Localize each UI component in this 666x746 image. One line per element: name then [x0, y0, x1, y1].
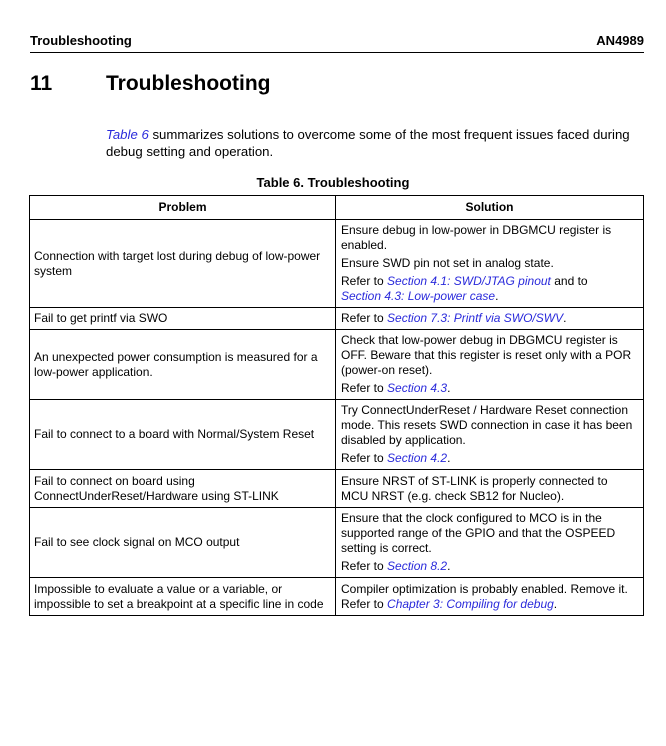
section-link[interactable]: Chapter 3: Compiling for debug — [387, 596, 554, 611]
section-title: Troubleshooting — [106, 72, 271, 95]
solution-line: Ensure that the clock configured to MCO is in the supported range of the GPIO and that the OSPEED setting is correct. — [341, 511, 616, 555]
solution-cell — [336, 470, 644, 508]
problem-cell: Fail to get printf via SWO — [30, 308, 336, 330]
solution-ref — [341, 597, 638, 612]
section-link[interactable]: Section 4.1: SWD/JTAG pinout — [387, 274, 551, 288]
problem-cell: An unexpected power consumption is measured for a low-power application. — [30, 330, 336, 400]
table-row — [30, 470, 644, 508]
ref-prefix: Refer to — [341, 596, 388, 611]
ref-suffix: . — [553, 596, 558, 611]
problem-cell: Fail to connect on board using ConnectUnderReset/Hardware using ST-LINK — [30, 470, 336, 508]
solution-cell — [336, 220, 644, 308]
problem-cell: Impossible to evaluate a value or a variable, or impossible to set a breakpoint at a specific line in code — [30, 578, 336, 616]
solution-ref — [341, 274, 638, 304]
intro-paragraph — [106, 126, 646, 160]
header-problem: Problem — [30, 196, 336, 220]
section-link[interactable]: Section 7.3: Printf via SWO/SWV — [387, 311, 564, 325]
ref-suffix: . — [563, 311, 567, 325]
solution-line: Ensure NRST of ST-LINK is properly connected to MCU NRST (e.g. check SB12 for Nucleo). — [341, 473, 608, 503]
solution-line: Compiler optimization is probably enabled. Remove it. — [341, 581, 628, 596]
intro-text: summarizes solutions to overcome some of the most frequent issues faced during debug setting and operation. — [106, 127, 630, 159]
ref-suffix: . — [447, 381, 451, 395]
table-row — [30, 330, 644, 400]
table-link[interactable]: Table 6 — [106, 127, 149, 142]
table-row — [30, 508, 644, 578]
troubleshooting-table — [29, 195, 644, 616]
solution-line: Ensure SWD pin not set in analog state. — [341, 256, 554, 270]
ref-suffix: . — [495, 289, 499, 303]
table-row — [30, 400, 644, 470]
running-header — [30, 32, 644, 53]
header-chapter: Troubleshooting — [30, 33, 132, 48]
solution-cell — [336, 400, 644, 470]
solution-line: Try ConnectUnderReset / Hardware Reset connection mode. This resets SWD connection in case it has been disabled by application. — [341, 403, 633, 447]
table-row — [30, 308, 644, 330]
ref-prefix: Refer to — [341, 274, 388, 288]
table-row — [30, 220, 644, 308]
problem-cell: Connection with target lost during debug of low-power system — [30, 220, 336, 308]
solution-cell — [336, 578, 644, 616]
solution-ref — [341, 559, 638, 574]
solution-cell — [336, 308, 644, 330]
ref-suffix: . — [447, 559, 451, 573]
ref-prefix: Refer to — [341, 559, 388, 573]
solution-cell — [336, 330, 644, 400]
table-row — [30, 578, 644, 616]
problem-cell: Fail to connect to a board with Normal/System Reset — [30, 400, 336, 470]
section-link[interactable]: Section 4.2 — [387, 451, 448, 465]
table-caption: Table 6. Troubleshooting — [256, 175, 410, 190]
ref-prefix: Refer to — [341, 381, 388, 395]
header-solution: Solution — [336, 196, 644, 220]
section-number: 11 — [30, 72, 53, 95]
solution-ref — [341, 451, 638, 466]
ref-prefix: Refer to — [341, 311, 388, 325]
solution-line: Check that low-power debug in DBGMCU register is OFF. Beware that this register is reset only with a POR (power-on reset). — [341, 333, 632, 377]
ref-middle: and to — [550, 274, 588, 288]
section-link[interactable]: Section 4.3: Low-power case — [341, 289, 496, 303]
problem-cell: Fail to see clock signal on MCO output — [30, 508, 336, 578]
ref-prefix: Refer to — [341, 451, 388, 465]
table-header-row — [30, 196, 644, 220]
solution-cell — [336, 508, 644, 578]
solution-ref — [341, 311, 638, 326]
section-link[interactable]: Section 4.3 — [387, 381, 448, 395]
section-link[interactable]: Section 8.2 — [387, 559, 448, 573]
solution-ref — [341, 381, 638, 396]
ref-suffix: . — [447, 451, 451, 465]
solution-line: Ensure debug in low-power in DBGMCU register is enabled. — [341, 223, 612, 252]
header-doc-id: AN4989 — [596, 33, 644, 48]
